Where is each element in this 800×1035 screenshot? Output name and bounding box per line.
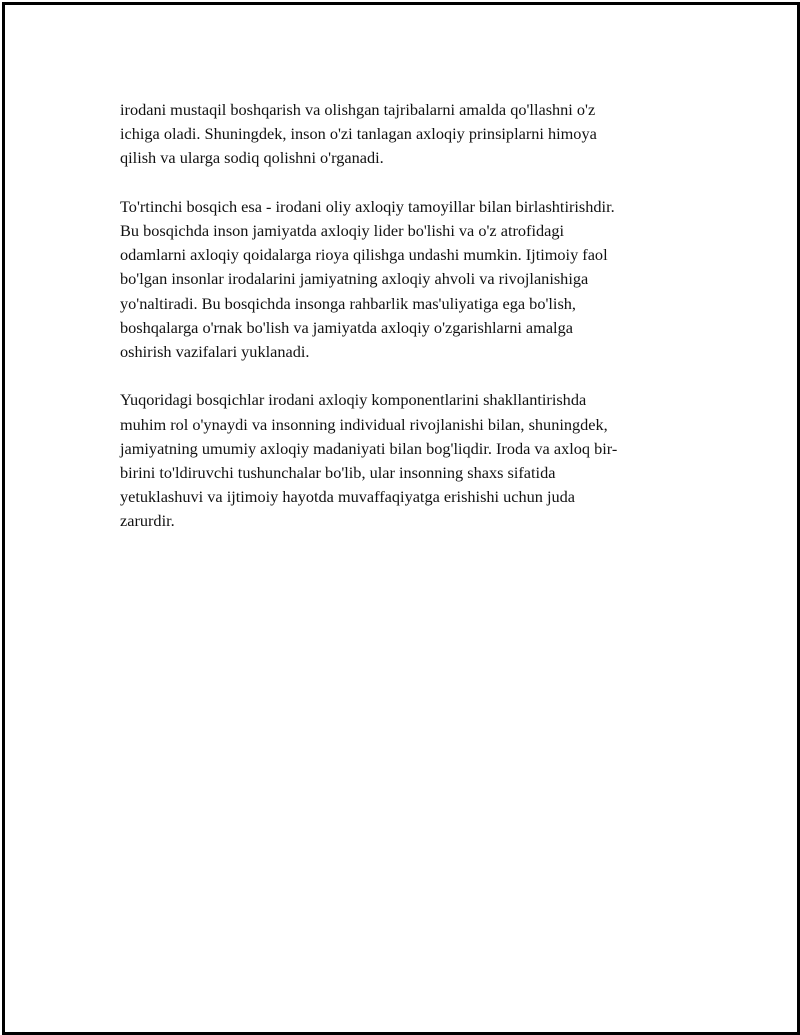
text-line: oshirish vazifalari yuklanadi. <box>120 342 310 362</box>
paragraph-1 <box>120 98 700 171</box>
text-line: odamlarni axloqiy qoidalarga rioya qilishga undashi mumkin. Ijtimoiy faol <box>120 245 608 265</box>
text-line: yo'naltiradi. Bu bosqichda insonga rahbarlik mas'uliyatiga ega bo'lish, <box>120 293 576 313</box>
text-line: muhim rol o'ynaydi va insonning individual rivojlanishi bilan, shuningdek, <box>120 414 608 434</box>
text-line: bo'lgan insonlar irodalarini jamiyatning axloqiy ahvoli va rivojlanishiga <box>120 269 589 289</box>
text-line: Yuqoridagi bosqichlar irodani axloqiy komponentlarini shakllantirishda <box>120 390 587 410</box>
text-line: zarurdir. <box>120 511 175 531</box>
text-line: birini to'ldiruvchi tushunchalar bo'lib, ular insonning shaxs sifatida <box>120 463 556 483</box>
paragraph-2 <box>120 195 700 364</box>
text-line: ichiga oladi. Shuningdek, inson o'zi tanlagan axloqiy prinsiplarni himoya <box>120 124 597 144</box>
text-line: Bu bosqichda inson jamiyatda axloqiy lider bo'lishi va o'z atrofidagi <box>120 221 565 240</box>
text-line: yetuklashuvi va ijtimoiy hayotda muvaffaqiyatga erishishi uchun juda <box>120 487 576 507</box>
text-line: boshqalarga o'rnak bo'lish va jamiyatda axloqiy o'zgarishlarni amalga <box>120 317 573 337</box>
text-line: To'rtinchi bosqich esa - irodani oliy axloqiy tamoyillar bilan birlashtirishdir. <box>120 196 615 216</box>
page-frame <box>2 2 800 1035</box>
text-line: jamiyatning umumiy axloqiy madaniyati bilan bog'liqdir. Iroda va axloq bir- <box>120 438 618 458</box>
text-line: irodani mustaqil boshqarish va olishgan tajribalarni amalda qo'llashni o'z <box>120 100 596 119</box>
paragraph-3 <box>120 388 700 533</box>
text-line: qilish va ularga sodiq qolishni o'rganadi. <box>120 148 384 168</box>
page-content <box>120 98 700 558</box>
